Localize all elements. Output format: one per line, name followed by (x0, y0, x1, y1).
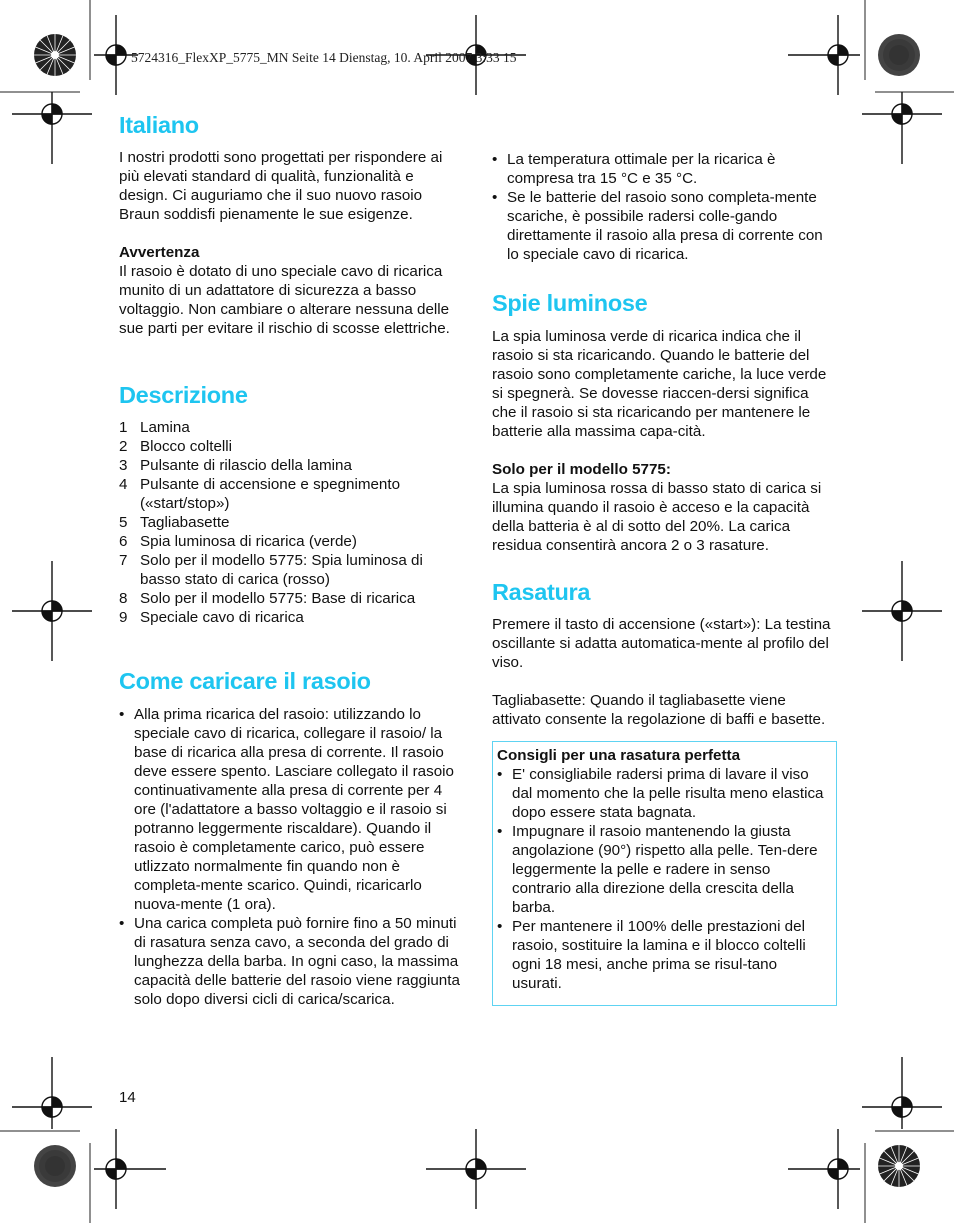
bullet-icon: • (497, 918, 503, 935)
list-item: • Alla prima ricarica del rasoio: utilizzando lo speciale cavo di ricarica, collegare il rasoio/ la base di ricarica alla presa di corrente. Il rasoio deve essere spento. Lasciare collegato il rasoio continuativamente alla presa di corrente per 4 ore (l'adattatore a basso voltaggio e il rasoio si potranno leggermente riscaldare). Quando il rasoio è completamente carico, può essere utlizzato normalmente fin quando non è completa-mente scarico. Quindi, ricaricarlo nuova-mente (1 ora). (119, 706, 454, 913)
bullet-icon: • (119, 915, 125, 932)
warning-title: Avvertenza (119, 244, 200, 261)
bullet-icon: • (119, 706, 125, 723)
list-item: • Una carica completa può fornire fino a 50 minuti di rasatura senza cavo, a seconda del grado di lunghezza della barba. In ogni caso, la massima capacità delle batterie del rasoio viene raggiunta solo dopo diversi cicli di carica/scarica. (119, 915, 460, 1008)
bullet-icon: • (492, 189, 498, 206)
bullet-icon: • (497, 766, 503, 783)
list-item: 8 Solo per il modello 5775: Base di ricarica (119, 590, 416, 607)
list-item: 9 Speciale cavo di ricarica (119, 609, 304, 626)
star-target-icon (33, 33, 77, 77)
tips-list (497, 765, 830, 993)
section-title-spie: Spie luminose (492, 290, 648, 316)
rasatura-paragraph-1: Premere il tasto di accensione («start»): La testina oscillante si adatta automatica-mente al profilo del viso. (492, 616, 831, 671)
list-item: 4 Pulsante di accensione e spegnimento («start/stop») (119, 476, 401, 512)
model-title: Solo per il modello 5775: (492, 461, 671, 478)
star-target-icon (877, 1144, 921, 1188)
tips-box (492, 741, 837, 1006)
rasatura-paragraph-2: Tagliabasette: Quando il tagliabasette viene attivato consente la regolazione di baffi e basette. (492, 692, 826, 728)
list-item: 6 Spia luminosa di ricarica (verde) (119, 533, 357, 550)
gray-target-icon (33, 1144, 77, 1188)
section-title-italiano: Italiano (119, 112, 199, 138)
section-title-rasatura: Rasatura (492, 579, 591, 605)
warning-paragraph: Il rasoio è dotato di uno speciale cavo di ricarica munito di un adattatore di sicurezza a basso voltaggio. Non cambiare o alterare nessuna delle sue parti per evitare il rischio di scosse elettriche. (119, 263, 450, 337)
tips-title: Consigli per una rasatura perfetta (497, 747, 741, 764)
charging-list (119, 705, 464, 1009)
list-item: 1 Lamina (119, 419, 190, 436)
section-title-caricare: Come caricare il rasoio (119, 668, 371, 694)
print-header: 5724316_FlexXP_5775_MN Seite 14 Dienstag, 10. April 2007 3:33 15 (131, 50, 517, 65)
bullet-icon: • (492, 151, 498, 168)
right-column (492, 150, 837, 1006)
model-paragraph: La spia luminosa rossa di basso stato di carica si illumina quando il rasoio è acceso e la capacità della batteria è al di sotto del 20%. La carica residua consentirà ancora 2 o 3 rasature. (492, 480, 822, 554)
list-item: • E' consigliabile radersi prima di lavare il viso dal momento che la pelle risulta meno elastica dopo essere stata bagnata. (497, 766, 824, 821)
list-item: 5 Tagliabasette (119, 514, 230, 531)
section-title-descrizione: Descrizione (119, 382, 248, 408)
list-item: 3 Pulsante di rilascio della lamina (119, 457, 352, 474)
spie-paragraph: La spia luminosa verde di ricarica indica che il rasoio si sta ricaricando. Quando le batterie del rasoio sono completamente cariche, la luce verde si spegnerà. Se dovesse riaccen-dersi significa che il rasoio si sta ricaricando per mantenere le batterie alla massima capa-cità. (492, 328, 827, 440)
charging-list-continued (492, 150, 837, 264)
list-item: • Se le batterie del rasoio sono completa-mente scariche, è possibile radersi colle-gando direttamente il rasoio alla presa di corrente con lo speciale cavo di ricarica. (492, 189, 823, 263)
bullet-icon: • (497, 823, 503, 840)
list-item: • Per mantenere il 100% delle prestazioni del rasoio, sostituire la lamina e il blocco coltelli ogni 18 mesi, anche prima se risul-tano usurati. (497, 918, 806, 992)
left-column (119, 110, 464, 1009)
gray-target-icon (877, 33, 921, 77)
parts-list (119, 418, 464, 627)
list-item: 2 Blocco coltelli (119, 438, 233, 455)
list-item: • La temperatura ottimale per la ricarica è compresa tra 15 °C e 35 °C. (492, 151, 776, 187)
list-item: • Impugnare il rasoio mantenendo la giusta angolazione (90°) rispetto alla pelle. Ten-dere leggermente la pelle e radere in senso contrario alla direzione della crescita della barba. (497, 823, 818, 916)
page-number: 14 (119, 1089, 136, 1106)
list-item: 7 Solo per il modello 5775: Spia luminosa di basso stato di carica (rosso) (119, 552, 423, 588)
intro-paragraph: I nostri prodotti sono progettati per rispondere ai più elevati standard di qualità, funzionalità e design. Ci auguriamo che il suo nuovo rasoio Braun soddisfi pienamente le sue esigenze. (119, 149, 443, 223)
